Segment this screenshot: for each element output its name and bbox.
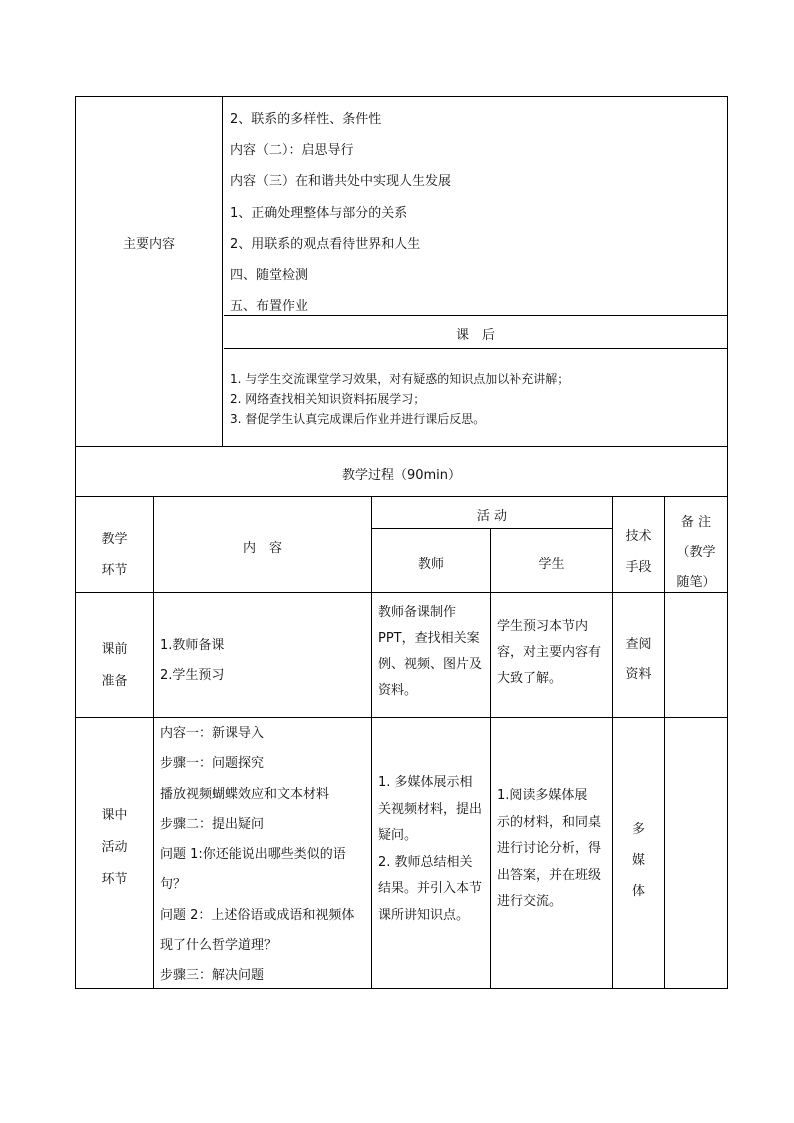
content-line: 内容（三）在和谐共处中实现人生发展 xyxy=(230,174,452,190)
cell-text: 大致了解。 xyxy=(497,671,563,686)
header-text: 手段 xyxy=(625,560,652,575)
cell-text: 出答案，并在班级 xyxy=(497,867,602,883)
border xyxy=(727,96,728,447)
cell-text: 问题 1:你还能说出哪些类似的语 xyxy=(160,847,346,863)
cell-text: 步骤一：问题探究 xyxy=(160,756,265,772)
header-text: 教学 xyxy=(101,532,128,547)
cell-text: 关视频材料，提出 xyxy=(378,801,483,817)
border xyxy=(75,96,728,97)
border xyxy=(75,446,728,447)
cell-text: 活动 xyxy=(101,840,128,855)
cell-text: 进行交流。 xyxy=(497,894,563,910)
main-content-list xyxy=(230,104,451,322)
header-text: （教学 xyxy=(676,545,716,560)
row-teacher xyxy=(378,770,482,930)
content-line: 2、用联系的观点看待世界和人生 xyxy=(230,236,421,252)
border xyxy=(75,496,728,497)
after-class-title: 课 后 xyxy=(455,328,495,343)
cell-text: 问题 2：上述俗语或成语和视频体 xyxy=(160,907,355,923)
cell-text: 内容一：新课导入 xyxy=(160,726,265,741)
cell-text: 现了什么哲学道理？ xyxy=(160,938,278,954)
cell-text: 容，对主要内容有 xyxy=(497,645,602,660)
content-line: 四、随堂检测 xyxy=(230,268,309,284)
row-content xyxy=(160,631,224,691)
cell-text: 疑问。 xyxy=(378,828,418,844)
header-stage xyxy=(76,524,153,586)
after-class-item: 2. 网络查找相关知识资料拓展学习； xyxy=(230,392,426,406)
cell-text: 例、视频、图片及 xyxy=(378,657,483,672)
row-tech xyxy=(613,814,664,907)
row-teacher xyxy=(378,600,482,704)
cell-text: 句？ xyxy=(160,877,187,893)
header-text: 备 注 xyxy=(680,515,712,530)
cell-text: 多 xyxy=(631,822,645,837)
border xyxy=(224,348,728,349)
border xyxy=(75,96,76,447)
border xyxy=(153,496,154,989)
cell-text: 体 xyxy=(631,884,645,899)
cell-text: 课中 xyxy=(101,808,128,823)
content-line: 2、联系的多样性、条件性 xyxy=(230,112,382,127)
main-content-label: 主要内容 xyxy=(122,237,175,252)
content-line: 1、正确处理整体与部分的关系 xyxy=(230,205,408,221)
after-class-item: 1. 与学生交流课堂学习效果，对有疑惑的知识点加以补充讲解； xyxy=(230,372,570,386)
cell-text: 播放视频蝴蝶效应和文本材料 xyxy=(160,786,330,802)
header-tech xyxy=(613,521,664,583)
header-text: 随笔） xyxy=(676,575,716,590)
cell-text: 教师备课制作 xyxy=(378,605,457,620)
cell-text: 步骤三：解决问题 xyxy=(160,968,265,984)
header-text: 环节 xyxy=(101,563,128,578)
cell-text: 2. 教师总结相关 xyxy=(378,854,473,870)
header-text: 技术 xyxy=(625,529,652,544)
border xyxy=(222,96,223,446)
cell-text: PPT，查找相关案 xyxy=(378,631,480,646)
row-student xyxy=(497,614,601,692)
cell-text: 2.学生预习 xyxy=(160,668,225,683)
content-line: 五、布置作业 xyxy=(230,299,309,315)
border xyxy=(490,528,491,989)
process-title: 教学过程（90min） xyxy=(341,468,462,483)
cell-text: 媒 xyxy=(631,853,645,868)
border xyxy=(371,528,613,529)
header-teacher: 教师 xyxy=(417,557,444,572)
after-class-list xyxy=(230,369,569,429)
cell-text: 1. 多媒体展示相 xyxy=(378,775,473,790)
border xyxy=(75,592,728,593)
cell-text: 资料。 xyxy=(378,683,418,698)
cell-text: 1.教师备课 xyxy=(160,638,225,653)
row-stage xyxy=(76,800,153,896)
header-student: 学生 xyxy=(538,557,565,572)
cell-text: 课前 xyxy=(101,642,128,657)
cell-text: 示的材料，和同桌 xyxy=(497,814,602,830)
cell-text: 结果。并引入本节 xyxy=(378,881,483,897)
cell-text: 环节 xyxy=(101,872,128,887)
cell-text: 1.阅读多媒体展 xyxy=(497,788,588,803)
border xyxy=(75,717,728,718)
row-tech xyxy=(613,630,664,690)
cell-text: 准备 xyxy=(101,674,128,689)
content-line: 内容（二）：启思导行 xyxy=(230,143,354,159)
row-content xyxy=(160,719,354,992)
after-class-item: 3. 督促学生认真完成课后作业并进行课后反思。 xyxy=(230,412,486,426)
header-notes xyxy=(665,508,727,598)
cell-text: 学生预习本节内 xyxy=(497,619,589,634)
cell-text: 步骤二：提出疑问 xyxy=(160,816,265,832)
row-stage xyxy=(76,634,153,698)
cell-text: 进行讨论分析，得 xyxy=(497,841,602,857)
row-student xyxy=(497,783,601,916)
header-content: 内 容 xyxy=(242,541,282,556)
header-activity: 活 动 xyxy=(476,509,508,524)
cell-text: 查阅 xyxy=(625,637,652,652)
cell-text: 课所讲知识点。 xyxy=(378,907,470,923)
cell-text: 资料 xyxy=(625,667,652,682)
